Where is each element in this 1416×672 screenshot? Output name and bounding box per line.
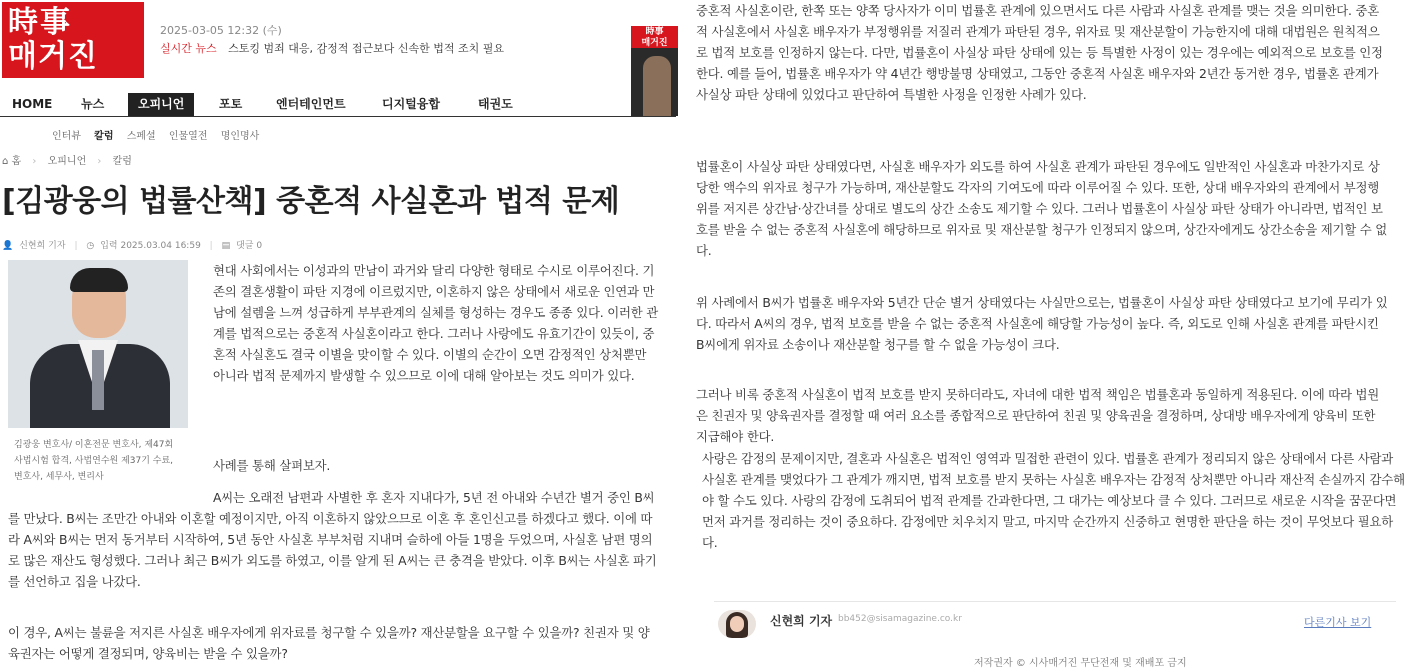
sub-navigation [52,127,269,142]
reporter-name[interactable]: 신현희 기자 [19,241,66,251]
subnav-people[interactable]: 인물열전 [168,131,208,142]
subnav-special[interactable]: 스페셜 [126,131,156,142]
clock-icon: ◷ [86,241,95,251]
article-conclusion: 사랑은 감정의 문제이지만, 결혼과 사실혼은 법적인 영역과 밀접한 관련이 있다. 법률혼 관계가 정리되지 않은 상태에서 다른 사람과 사실혼 관계를 맺었다가 그 관계가 깨지면, 법적 보호를 받지 못하는 사실혼 배우자는 감정적 상처뿐만 아니라 재산적 손실까지 감수해야 할 수도 있다. 사랑의 감정에 도취되어 법적 관계를 간과한다면, 그 대가는 예상보다 클 수 있다. 그러므로 새로운 시작을 꿈꾼다면 먼저 과거를 정리하는 것이 중요하다. 감정에만 치우치지 말고, 마지막 순간까지 신중하고 현명한 판단을 하는 것이 무엇보다 필요하다. [702,451,1405,550]
ticker-label: 실시간 뉴스 [160,42,217,55]
subnav-interview[interactable]: 인터뷰 [52,131,81,142]
more-articles-link[interactable]: 다른기사 보기 [1304,616,1372,629]
divider: | [74,241,78,251]
breadcrumb-category[interactable]: 칼럼 [112,156,132,167]
divider: | [209,241,213,251]
article-paragraph-3: A씨는 오래전 남편과 사별한 후 혼자 지내다가, 5년 전 아내와 수년간 별거 중인 B씨를 만났다. B씨는 조만간 아내와 이혼할 예정이지만, 아직 이혼하지 않았으므로 이혼 후 혼인신고를 하겠다고 했다. 이에 따라 A씨와 B씨는 먼저 동거부터 시작하여, 5년 동안 사실혼 부부처럼 지내며 슬하에 아들 1명을 두었으며, 사실혼 남편 명의로 많은 재산도 형성했다. 그러나 최근 B씨가 외도를 하였고, 이를 알게 된 A씨는 큰 충격을 받았다. 이후 B씨는 사실혼 파기를 선언하고 집을 나갔다. [8,490,657,589]
article-paragraph-5: 중혼적 사실혼이란, 한쪽 또는 양쪽 당사자가 이미 법률혼 관계에 있으면서도 다른 사람과 사실혼 관계를 맺는 것을 의미한다. 중혼적 사실혼에서 사실혼 배우자가 부정행위를 저질러 관계가 파탄된 경우, 위자료 및 재산분할이 가능한지에 대해 대법원은 원칙적으로 법적 보호를 인정하지 않는다. 다만, 법률혼이 사실상 파탄 상태에 있는 등 특별한 사정이 있는 경우에는 예외적으로 보호를 인정한다. 예를 들어, 법률혼 배우자가 약 4년간 행방불명 상태였고, 그동안 중혼적 사실혼 배우자와 2년간 동거한 경우, 법률혼 관계가 사실상 파탄 상태에 있었다고 판단하여 특별한 사정을 인정한 사례가 있다. [696,3,1383,102]
right-column [692,0,1416,672]
chevron-right-icon: › [97,156,102,167]
news-ticker[interactable] [160,40,504,56]
article-meta [2,238,262,251]
current-date: 2025-03-05 12:32 (수) [160,24,282,37]
nav-home[interactable]: HOME [12,97,53,111]
chevron-right-icon: › [32,156,37,167]
nav-news[interactable]: 뉴스 [81,97,105,111]
nav-taekwondo[interactable]: 태권도 [478,97,513,111]
author-name[interactable]: 신현희 기자 [770,614,833,628]
avatar[interactable] [718,610,756,638]
breadcrumb [2,152,132,167]
article-paragraph-1: 현대 사회에서는 이성과의 만남이 과거와 달리 다양한 형태로 수시로 이루어진다. 기존의 결혼생활이 파탄 지경에 이르렀지만, 이혼하지 않은 상태에서 새로운 인연과 만남에 설렘을 느껴 성급하게 부부관계의 실체를 형성하는 경우도 종종 있다. 이러한 관계를 법적으로는 중혼적 사실혼이라고 한다. 그러나 사랑에도 유효기간이 있듯이, 중혼적 사실혼도 결국 이별을 맞이할 수 있다. 이별의 순간이 오면 감정적인 상처뿐만 아니라 법적 문제까지 발생할 수 있으므로 이에 대해 알아보는 것도 의미가 있다. [213,263,659,383]
publish-date: 입력 2025.03.04 16:59 [100,241,201,251]
home-icon[interactable]: ⌂ [2,156,9,167]
nav-photo[interactable]: 포토 [219,97,243,111]
article-paragraph-2: 사례를 통해 살펴보자. [213,458,331,473]
nav-entertainment[interactable]: 엔터테인먼트 [276,97,346,111]
columnist-photo [8,260,188,428]
article-paragraph-7: 위 사례에서 B씨가 법률혼 배우자와 5년간 단순 별거 상태였다는 사실만으로는, 법률혼이 사실상 파탄 상태였다고 보기에 무리가 있다. 따라서 A씨의 경우, 법적 보호를 받을 수 없는 중혼적 사실혼에 해당할 가능성이 높다. 즉, 외도로 인해 사실혼 관계를 파탄시킨 B씨에게 위자료 소송이나 재산분할 청구를 할 수 없을 가능성이 크다. [696,295,1388,352]
subnav-masters[interactable]: 명인명사 [220,131,260,142]
ticker-headline[interactable]: 스토킹 범죄 대응, 감정적 접근보다 신속한 법적 조치 필요 [228,42,505,55]
comment-icon: ▤ [221,241,231,251]
comment-count[interactable]: 댓글 0 [236,241,263,251]
breadcrumb-section[interactable]: 오피니언 [47,156,87,167]
user-icon: 👤 [2,241,14,251]
nav-opinion[interactable]: 오피니언 [128,93,194,116]
photo-caption: 김광웅 변호사/ 이혼전문 변호사, 제47회 사법시험 합격, 사법연수원 제37기 수료, 변호사, 세무사, 변리사 [14,440,174,482]
article-title: [김광웅의 법률산책] 중혼적 사실혼과 법적 문제 [2,184,620,219]
breadcrumb-home[interactable]: 홈 [11,156,22,167]
article-paragraph-8: 그러나 비록 중혼적 사실혼이 법적 보호를 받지 못하더라도, 자녀에 대한 법적 책임은 법률혼과 동일하게 적용된다. 이에 따라 법원은 친권자 및 양육권자를 결정할 때 여러 요소를 종합적으로 판단하여 친권 및 양육권을 결정하며, 상대방 배우자에게 양육비 또한 지급해야 한다. [696,387,1380,444]
left-column [0,0,686,672]
main-navigation [0,93,676,117]
author-box [714,601,1396,637]
article-paragraph-4: 이 경우, A씨는 불륜을 저지른 사실혼 배우자에게 위자료를 청구할 수 있을까? 재산분할을 요구할 수 있을까? 친권자 및 양육권자는 어떻게 결정되며, 양육비는 받을 수 있을까? [8,625,650,661]
site-logo[interactable] [2,2,144,78]
nav-digital[interactable]: 디지털융합 [382,97,440,111]
logo-line-2: 매거진 [8,39,98,74]
subnav-column[interactable]: 칼럼 [94,131,114,142]
logo-line-1: 時事 [8,5,72,40]
photo-tie [92,350,104,410]
copyright-notice: 저작권자 © 시사매거진 무단전재 및 재배포 금지 [974,658,1187,669]
cover-masthead: 時事 매거진 [631,26,678,48]
author-email[interactable]: bb452@sisamagazine.co.kr [838,614,962,624]
photo-hair [70,268,128,292]
avatar-face [730,616,744,632]
article-paragraph-6: 법률혼이 사실상 파탄 상태였다면, 사실혼 배우자가 외도를 하여 사실혼 관계가 파탄된 경우에도 일반적인 사실혼과 마찬가지로 상당한 액수의 위자료 청구가 가능하며, 재산분할도 각자의 기여도에 따라 이루어질 수 있다. 또한, 상대 배우자와의 관계에서 부정행위를 저지른 상간남·상간녀를 상대로 별도의 상간 소송도 제기할 수 있다. 그러나 법률혼이 사실상 파탄 상태가 아니라면, 법적인 보호를 받을 수 없는 중혼적 사실혼에 해당하므로 위자료 및 재산분할 청구가 인정되지 않으며, 상간자에게도 상간소송을 제기할 수 없다. [696,159,1388,258]
